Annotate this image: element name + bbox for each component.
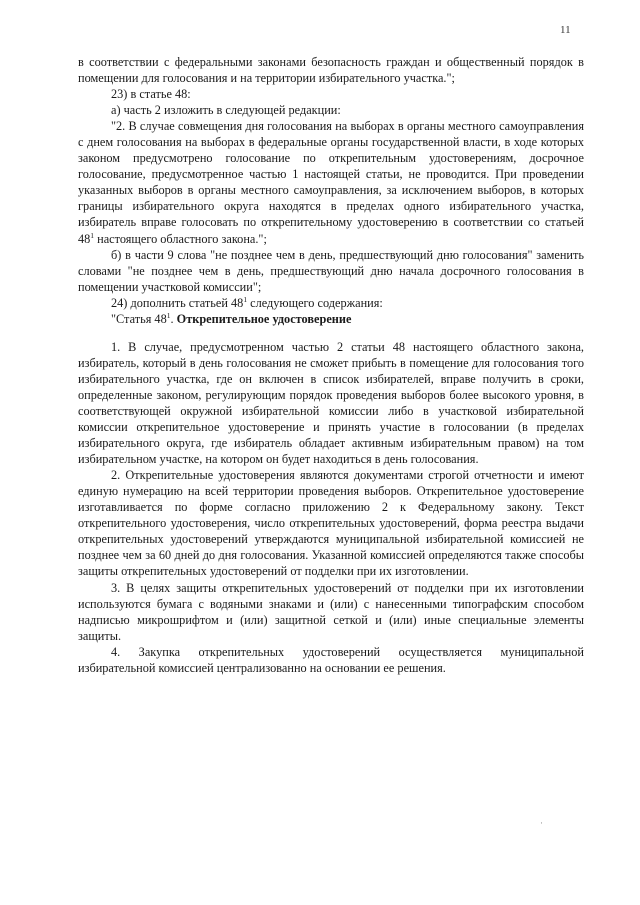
text-segment: "Статья 48 — [111, 311, 167, 326]
text-segment: б) в части 9 слова "не позднее чем в день, предшествующий дню голосования" заменить словами "не позднее чем в день, предшествующий дню начала досрочного голосования в помещении участковой комиссии"; — [78, 247, 584, 294]
paragraph-p8 — [78, 339, 584, 467]
paragraph-p10 — [78, 580, 584, 644]
superscript: 1 — [90, 230, 95, 240]
text-segment: 23) в статье 48: — [111, 87, 191, 102]
paragraph-p7 — [78, 311, 584, 327]
superscript: 1 — [166, 310, 171, 320]
paragraph-p4 — [78, 118, 584, 246]
paragraph-p3 — [78, 102, 584, 118]
paragraph-p2 — [78, 86, 584, 102]
document-body — [78, 54, 584, 676]
article-heading: Открепительное удостоверение — [176, 311, 352, 326]
text-segment: 24) дополнить статьей 48 — [111, 295, 244, 310]
paragraph-p9 — [78, 467, 584, 579]
paragraph-p1 — [78, 54, 584, 86]
text-segment: . — [170, 311, 177, 326]
scan-speck: · — [540, 818, 543, 828]
text-segment: а) часть 2 изложить в следующей редакции: — [111, 103, 341, 118]
paragraph-p5 — [78, 247, 584, 295]
superscript: 1 — [243, 294, 248, 304]
text-segment: в соответствии с федеральными законами безопасность граждан и общественный порядок в помещении для голосования и на территории избирательного участка."; — [78, 55, 584, 86]
text-segment: 1. В случае, предусмотренном частью 2 статьи 48 настоящего областного закона, избиратель, который в день голосования не сможет прибыть в помещение для голосования того избирательного участка, где он включен в список избирателей, вправе получить в сроки, определенные законом, регулирующим порядок проведения выборов более высокого уровня, в соответствующей окружной избирательной комиссии либо в участковой избирательной комиссии открепительное удостоверение и принять участие в голосовании (в пределах избирательного округа, где избиратель обладает активным избирательным правом) на том избирательном участке, на котором он будет находиться в день голосования. — [78, 339, 584, 467]
text-segment: 3. В целях защиты открепительных удостоверений от подделки при их изготовлении используются бумага с водяными знаками и (или) с нанесенными типографским способом надписью микрошрифтом и (или) защитной сеткой и (или) иные специальные элементы защиты. — [78, 580, 584, 643]
text-segment: следующего содержания: — [247, 295, 383, 310]
paragraph-p6 — [78, 295, 584, 311]
text-segment: 2. Открепительные удостоверения являются документами строгой отчетности и имеют единую нумерацию на всей территории проведения выборов. Открепительное удостоверение изготавливается по форме согласно приложению 2 к Федеральному закону. Текст открепительного удостоверения, число открепительных удостоверений, форма реестра выдачи открепительных удостоверений утверждаются муниципальной избирательной комиссией не позднее чем за 60 дней до дня голосования. Указанной комиссией определяются также способы защиты открепительных удостоверений от подделки при их изготовлении. — [78, 468, 584, 579]
text-segment: "2. В случае совмещения дня голосования на выборах в органы местного самоуправления с днем голосования на выборах в федеральные органы государственной власти, в ходе которых законом предусмотрено голосование по открепительным удостоверениям, досрочное голосование, предусмотренное частью 1 настоящей статьи, не проводится. При проведении указанных выборов в органы местного самоуправления, за исключением выборов, в которых границы избирательного округа находятся в пределах одного избирательного участка, избиратель вправе голосовать по открепительному удостоверению в соответствии со статьей 48 — [78, 119, 584, 246]
text-segment: 4. Закупка открепительных удостоверений осуществляется муниципальной избирательной комиссией централизованно на основании ее решения. — [78, 644, 584, 675]
page-number: 11 — [560, 24, 571, 36]
paragraph-p11 — [78, 644, 584, 676]
text-segment: настоящего областного закона."; — [94, 231, 267, 246]
